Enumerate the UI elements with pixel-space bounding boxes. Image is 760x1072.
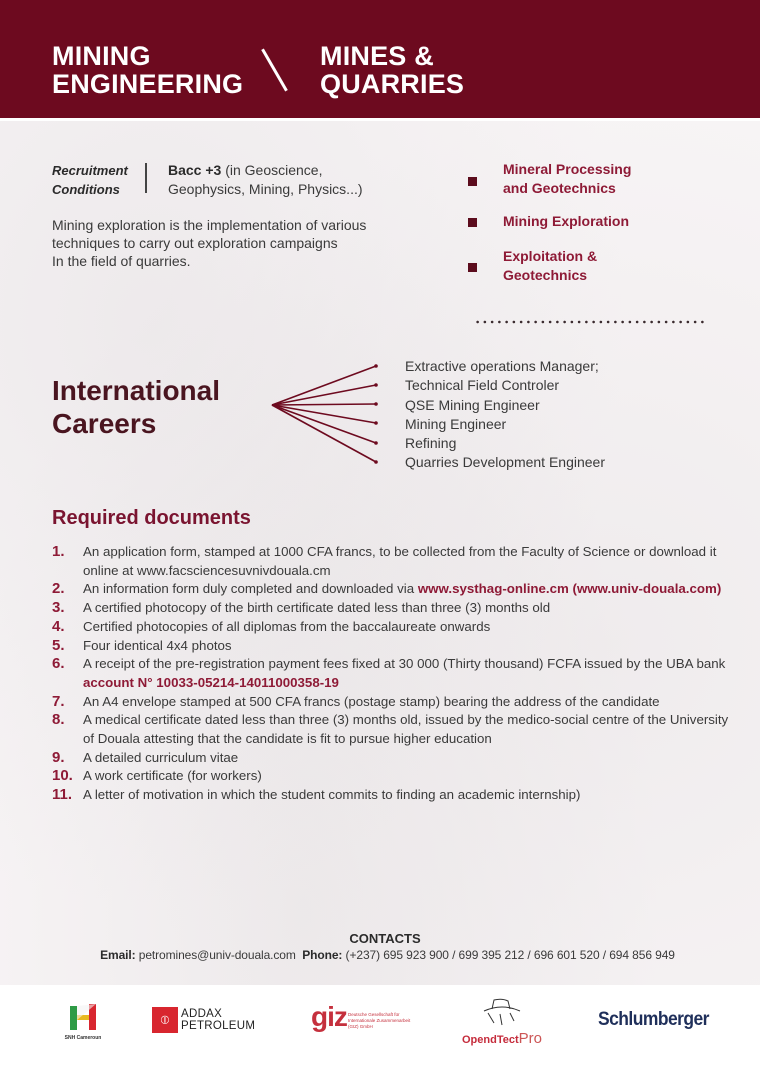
careers-title	[52, 374, 220, 440]
documents-list	[52, 543, 732, 805]
square-bullet-icon	[468, 218, 477, 227]
item-number: 2.	[52, 580, 65, 598]
careers-title-line1: International	[52, 375, 221, 406]
hat-icon	[480, 997, 524, 1027]
item-number: 8.	[52, 711, 65, 729]
careers-title-line2: Careers	[52, 408, 157, 439]
giz-subtext: Deutsche Gesellschaft für Internationale Zusammenarbeit (GIZ) GmbH	[348, 1012, 411, 1029]
header-left-line1: MINING	[52, 41, 151, 71]
opendtect-pro-logo	[460, 997, 550, 1047]
document-item	[52, 786, 732, 805]
item-text: Four identical 4x4 photos	[83, 637, 232, 653]
item-number: 1.	[52, 543, 65, 560]
giz-mark: giz	[311, 1001, 347, 1032]
systhag-link[interactable]: www.systhag-online.cm (www.univ-douala.com)	[417, 581, 722, 597]
fan-dot	[374, 364, 378, 368]
giz-logo	[311, 1001, 421, 1037]
document-item	[52, 693, 732, 712]
item-number: 11.	[52, 786, 73, 804]
snh-caption: SNH Cameroun	[64, 1035, 102, 1041]
fan-dot	[374, 460, 378, 464]
document-item	[52, 580, 732, 599]
fan-dot	[374, 421, 378, 425]
addax-line2: PETROLEUM	[181, 1020, 256, 1032]
partner-logos-footer	[0, 985, 760, 1072]
speciality-line: Geotechnics	[503, 267, 588, 283]
square-bullet-icon	[468, 263, 477, 272]
career-item: Extractive operations Manager;	[405, 358, 599, 374]
backslash-divider	[261, 48, 288, 91]
header-title-right	[320, 42, 464, 98]
rc-label-line1: Recruitment	[52, 163, 128, 178]
speciality-line: and Geotechnics	[503, 180, 616, 196]
speciality-line: Mineral Processing	[503, 161, 632, 177]
contacts-title: CONTACTS	[349, 931, 421, 946]
fan-dot	[374, 383, 378, 387]
vertical-divider	[145, 163, 147, 193]
speciality-line: Exploitation &	[503, 248, 598, 264]
addax-petroleum-logo	[152, 1007, 262, 1033]
item-text: A detailed curriculum vitae	[83, 749, 239, 765]
phone-numbers: (+237) 695 923 900 / 699 395 212 / 696 601 520 / 694 856 949	[342, 948, 675, 962]
item-number: 3.	[52, 599, 65, 617]
schlumberger-logo: Schlumberger	[598, 1009, 709, 1030]
career-item: Mining Engineer	[405, 415, 507, 432]
rc-value-rest: (in Geoscience,	[221, 162, 323, 178]
email-link[interactable]: petromines@univ-douala.com	[135, 948, 296, 962]
intro-line: techniques to carry out exploration campaigns	[52, 235, 338, 251]
item-number: 7.	[52, 692, 65, 710]
speciality-label	[503, 247, 597, 285]
item-text: An information form duly completed and downloaded via	[83, 581, 418, 597]
intro-line: Mining exploration is the implementation of various	[52, 217, 367, 233]
fan-dot	[374, 441, 378, 445]
fan-line	[272, 385, 376, 405]
speciality-label	[503, 160, 631, 198]
speciality-line: Mining Exploration	[503, 213, 629, 229]
opendtect-suffix: Pro	[518, 1030, 542, 1047]
fan-line	[272, 404, 376, 405]
fan-connector-lines	[260, 355, 390, 475]
bank-account-number: account N° 10033-05214-14011000358-19	[83, 674, 339, 690]
career-item: Refining	[405, 435, 457, 452]
recruitment-conditions-label	[52, 161, 128, 199]
document-item	[52, 767, 732, 786]
addax-name	[181, 1008, 255, 1032]
opendtect-main: OpendTect	[462, 1034, 519, 1046]
item-text: An application form, stamped at 1000 CFA francs, to be collected from the Faculty of Science or download it online at www.facsciencesuvnivdouala.cm	[83, 544, 717, 578]
item-text: A certified photocopy of the birth certificate dated less than three (3) months old	[83, 600, 551, 616]
recruitment-conditions-value	[168, 161, 363, 199]
item-text: An A4 envelope stamped at 500 CFA francs (postage stamp) bearing the address of the candidate	[83, 693, 660, 709]
rc-value-line2: Geophysics, Mining, Physics...)	[168, 181, 363, 197]
careers-list	[405, 357, 605, 473]
item-number: 5.	[52, 636, 65, 654]
item-text: A letter of motivation in which the student commits to finding an academic internship)	[83, 787, 581, 803]
item-number: 10.	[52, 767, 73, 785]
intro-line: In the field of quarries.	[52, 253, 191, 269]
header-right-line1: MINES &	[320, 41, 434, 71]
document-item	[52, 749, 732, 768]
rc-value-bold: Bacc +3	[168, 162, 222, 178]
document-item	[52, 543, 732, 580]
item-text: A work certificate (for workers)	[83, 768, 262, 784]
intro-paragraph	[52, 216, 452, 270]
fan-line	[272, 366, 376, 405]
header-left-line2: ENGINEERING	[52, 69, 244, 99]
item-text: Certified photocopies of all diplomas from the baccalaureate onwards	[83, 618, 491, 634]
fan-line	[272, 405, 376, 443]
rc-label-line2: Conditions	[52, 182, 120, 197]
dotted-divider	[474, 320, 706, 324]
header-title-left	[52, 42, 243, 98]
documents-title: Required documents	[52, 507, 251, 529]
snh-logo	[60, 1002, 106, 1052]
career-item: Quarries Development Engineer	[405, 454, 605, 471]
item-number: 9.	[52, 748, 65, 766]
phone-label: Phone:	[302, 948, 343, 962]
item-text: A receipt of the pre-registration payment fees fixed at 30 000 (Thirty thousand) FCFA issued by the UBA bank	[83, 656, 726, 672]
document-item	[52, 637, 732, 656]
item-text: A medical certificate dated less than three (3) months old, issued by the medico-social centre of the University of Douala attesting that the candidate is fit to pursue higher education	[83, 712, 729, 747]
addax-line1: ADDAX	[181, 1008, 223, 1020]
square-bullet-icon	[468, 177, 477, 186]
snh-mark-icon	[68, 1002, 98, 1032]
contacts-line	[0, 948, 760, 962]
document-item	[52, 655, 732, 692]
item-number: 4.	[52, 617, 65, 635]
fan-dot	[374, 402, 378, 406]
addax-badge-icon: ⦶	[152, 1007, 178, 1033]
career-item: QSE Mining Engineer	[405, 396, 540, 413]
document-item	[52, 599, 732, 618]
header-right-line2: QUARRIES	[320, 69, 465, 99]
email-label: Email:	[100, 948, 136, 962]
speciality-label	[503, 212, 629, 231]
opendtect-name	[462, 1030, 542, 1047]
career-item: Technical Field Controler	[405, 377, 560, 394]
page-header	[0, 0, 760, 121]
document-item	[52, 711, 732, 748]
item-number: 6.	[52, 655, 65, 673]
document-item	[52, 618, 732, 637]
